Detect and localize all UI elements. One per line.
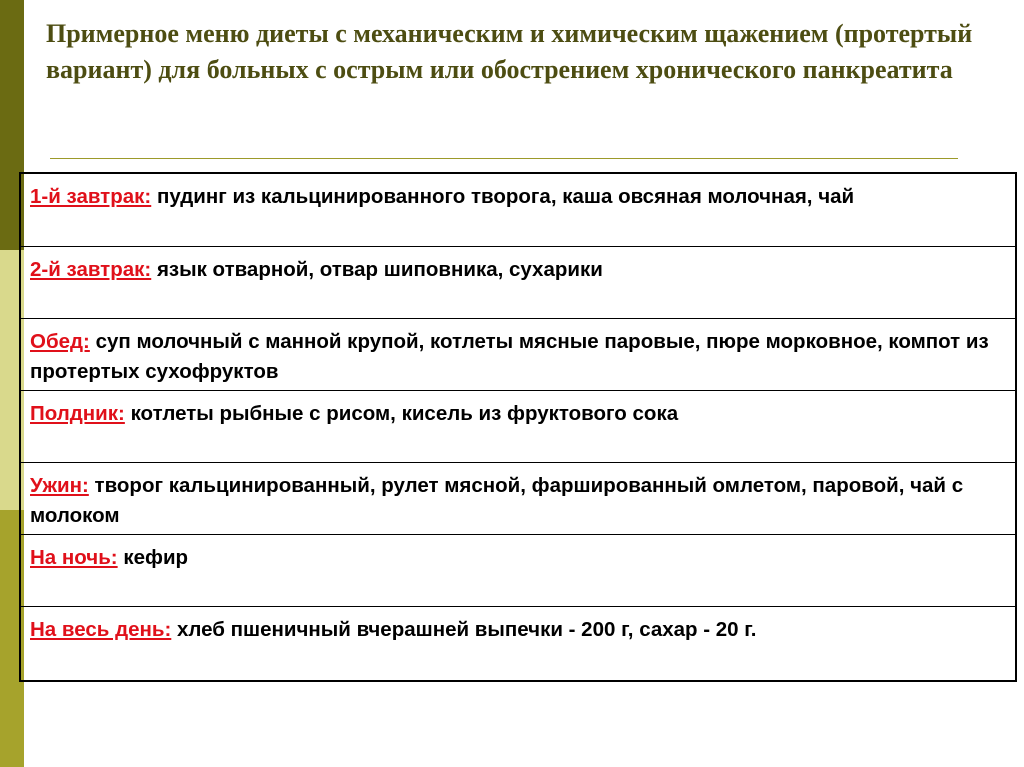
meal-label: На весь день:: [30, 618, 172, 641]
meal-label: 1-й завтрак:: [30, 185, 152, 208]
meal-description: котлеты рыбные с рисом, кисель из фруктового сока: [130, 402, 679, 425]
menu-table: [19, 172, 1017, 682]
meal-description: хлеб пшеничный вчерашней выпечки - 200 г, сахар - 20 г.: [177, 618, 757, 641]
slide-title: Примерное меню диеты с механическим и химическим щажением (протертый вариант) для больных с острым или обострением хронического панкреатита: [46, 19, 973, 84]
menu-row-second-breakfast: [21, 246, 1015, 318]
menu-row-dinner: [21, 462, 1015, 534]
menu-row-afternoon-snack: [21, 390, 1015, 462]
menu-row-whole-day: [21, 606, 1015, 680]
meal-description: кефир: [123, 546, 189, 569]
meal-label: 2-й завтрак:: [30, 258, 152, 281]
meal-description: суп молочный с манной крупой, котлеты мясные паровые, пюре морковное, компот из протертых сухофруктов: [30, 330, 989, 383]
menu-row-lunch: [21, 318, 1015, 390]
meal-label: Полдник:: [30, 402, 125, 425]
meal-label: Обед:: [30, 330, 90, 353]
title-underline: [50, 158, 958, 159]
menu-row-night: [21, 534, 1015, 606]
meal-label: На ночь:: [30, 546, 118, 569]
meal-description: творог кальцинированный, рулет мясной, фаршированный омлетом, паровой, чай с молоком: [30, 474, 964, 527]
meal-label: Ужин:: [30, 474, 89, 497]
menu-row-first-breakfast: [21, 174, 1015, 246]
meal-description: пудинг из кальцинированного творога, каша овсяная молочная, чай: [156, 185, 855, 208]
meal-description: язык отварной, отвар шиповника, сухарики: [156, 258, 603, 281]
